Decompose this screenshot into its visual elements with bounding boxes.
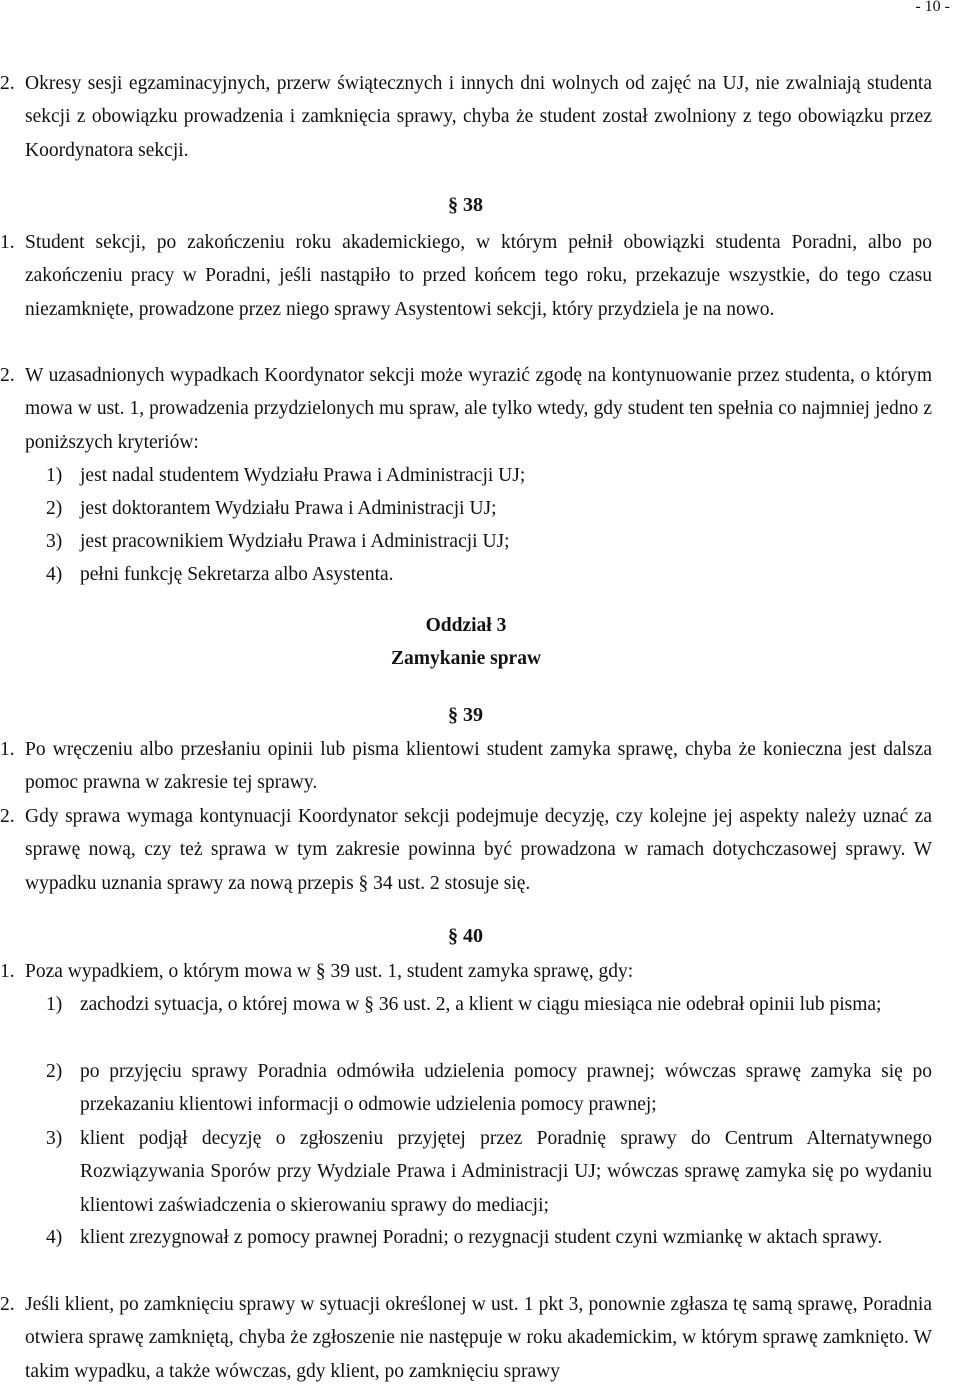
paragraph-text: Okresy sesji egzaminacyjnych, przerw świątecznych i innych dni wolnych od zajęć na UJ, nie zwalniają studenta sekcji z obowiązku prowadzenia i zamknięcia sprawy, chyba że student został zwolniony z tego obowiązku przez Koordynatora sekcji. — [25, 73, 932, 161]
list-item-text: klient zrezygnował z pomocy prawnej Poradni; o rezygnacji student czyni wzmiankę w aktach sprawy. — [80, 1227, 883, 1248]
list-item-text: jest doktorantem Wydziału Prawa i Administracji UJ; — [80, 498, 497, 519]
list-item-text: po przyjęciu sprawy Poradnia odmówiła udzielenia pomocy prawnej; wówczas sprawę zamyka się po przekazaniu klientowi informacji o odmowie udzielenia pomocy prawnej; — [80, 1061, 932, 1116]
sec38-list-item — [46, 459, 932, 492]
sec40-paragraph-2 — [0, 1288, 932, 1388]
list-item-number: 3) — [46, 1128, 63, 1149]
section-heading-38: § 38 — [448, 194, 483, 216]
sec39-paragraph-2 — [0, 800, 932, 900]
list-item-number: 2) — [46, 498, 63, 519]
division-title: Oddział 3 — [425, 615, 507, 636]
paragraph-number: 1. — [0, 232, 15, 253]
sec40-list-item — [46, 988, 932, 1021]
list-item-number: 4) — [46, 564, 63, 585]
list-item-text: zachodzi sytuacja, o której mowa w § 36 ust. 2, a klient w ciągu miesiąca nie odebrał opinii lub pisma; — [80, 994, 882, 1015]
paragraph-text: Student sekcji, po zakończeniu roku akademickiego, w którym pełnił obowiązki studenta Poradni, albo po zakończeniu pracy w Poradni, jeśli nastąpiło to przed końcem tego roku, przekazuje wszystkie, do tego czasu niezamknięte, prowadzone przez niego sprawy Asystentowi sekcji, który przydziela je na nowo. — [25, 232, 932, 320]
list-item-text: pełni funkcję Sekretarza albo Asystenta. — [80, 564, 394, 585]
paragraph-number: 1. — [0, 961, 15, 982]
sec40-list-item — [46, 1221, 932, 1254]
paragraph-number: 2. — [0, 365, 15, 386]
paragraph-text: Poza wypadkiem, o którym mowa w § 39 ust. 1, student zamyka sprawę, gdy: — [25, 961, 634, 982]
list-item-number: 3) — [46, 531, 63, 552]
paragraph-number: 1. — [0, 739, 15, 760]
paragraph-number: 2. — [0, 73, 15, 94]
sec39-paragraph-1 — [0, 733, 932, 800]
sec40-paragraph-1 — [0, 955, 932, 988]
sec38-list-item — [46, 525, 932, 558]
sec40-list-item — [46, 1055, 932, 1122]
list-item-text: jest nadal studentem Wydziału Prawa i Administracji UJ; — [80, 465, 526, 486]
paragraph-text: Gdy sprawa wymaga kontynuacji Koordynator sekcji podejmuje decyzję, czy kolejne jej aspekty należy uznać za sprawę nową, czy też sprawa w tym zakresie powinna być prowadzona w ramach dotychczasowej sprawy. W wypadku uznania sprawy za nową przepis § 34 ust. 2 stosuje się. — [25, 806, 932, 894]
paragraph-text: Po wręczeniu albo przesłaniu opinii lub pisma klientowi student zamyka sprawę, chyba że konieczna jest dalsza pomoc prawna w zakresie tej sprawy. — [25, 739, 932, 794]
sec40-list-item — [46, 1122, 932, 1222]
sec38-paragraph-2 — [0, 359, 932, 459]
paragraph-number: 2. — [0, 1294, 15, 1315]
sec38-list-item — [46, 492, 932, 525]
paragraph-text: Jeśli klient, po zamknięciu sprawy w sytuacji określonej w ust. 1 pkt 3, ponownie zgłasza tę samą sprawę, Poradnia otwiera sprawę zamkniętą, chyba że zgłoszenie nie następuje w roku akademickim, w którym sprawę zamknięto. W takim wypadku, a także wówczas, gdy klient, po zamknięciu sprawy — [25, 1294, 932, 1382]
list-item-number: 4) — [46, 1227, 63, 1248]
page-number: - 10 - — [915, 0, 950, 15]
list-item-number: 1) — [46, 994, 63, 1015]
list-item-text: jest pracownikiem Wydziału Prawa i Administracji UJ; — [80, 531, 510, 552]
paragraph-text: W uzasadnionych wypadkach Koordynator sekcji może wyrazić zgodę na kontynuowanie przez studenta, o którym mowa w ust. 1, prowadzenia przydzielonych mu spraw, ale tylko wtedy, gdy student ten spełnia co najmniej jedno z poniższych kryteriów: — [25, 365, 932, 453]
paragraph-number: 2. — [0, 806, 15, 827]
division-subtitle: Zamykanie spraw — [390, 648, 542, 669]
paragraph-2-prev — [0, 67, 932, 167]
list-item-text: klient podjął decyzję o zgłoszeniu przyjętej przez Poradnię sprawy do Centrum Alternatywnego Rozwiązywania Sporów przy Wydziale Prawa i Administracji UJ; wówczas sprawę zamyka się po wydaniu klientowi zaświadczenia o skierowaniu sprawy do mediacji; — [80, 1128, 932, 1216]
section-heading-39: § 39 — [448, 704, 483, 726]
section-heading-40: § 40 — [448, 925, 483, 947]
list-item-number: 1) — [46, 465, 63, 486]
sec38-paragraph-1 — [0, 226, 932, 326]
list-item-number: 2) — [46, 1061, 63, 1082]
sec38-list-item — [46, 558, 932, 591]
